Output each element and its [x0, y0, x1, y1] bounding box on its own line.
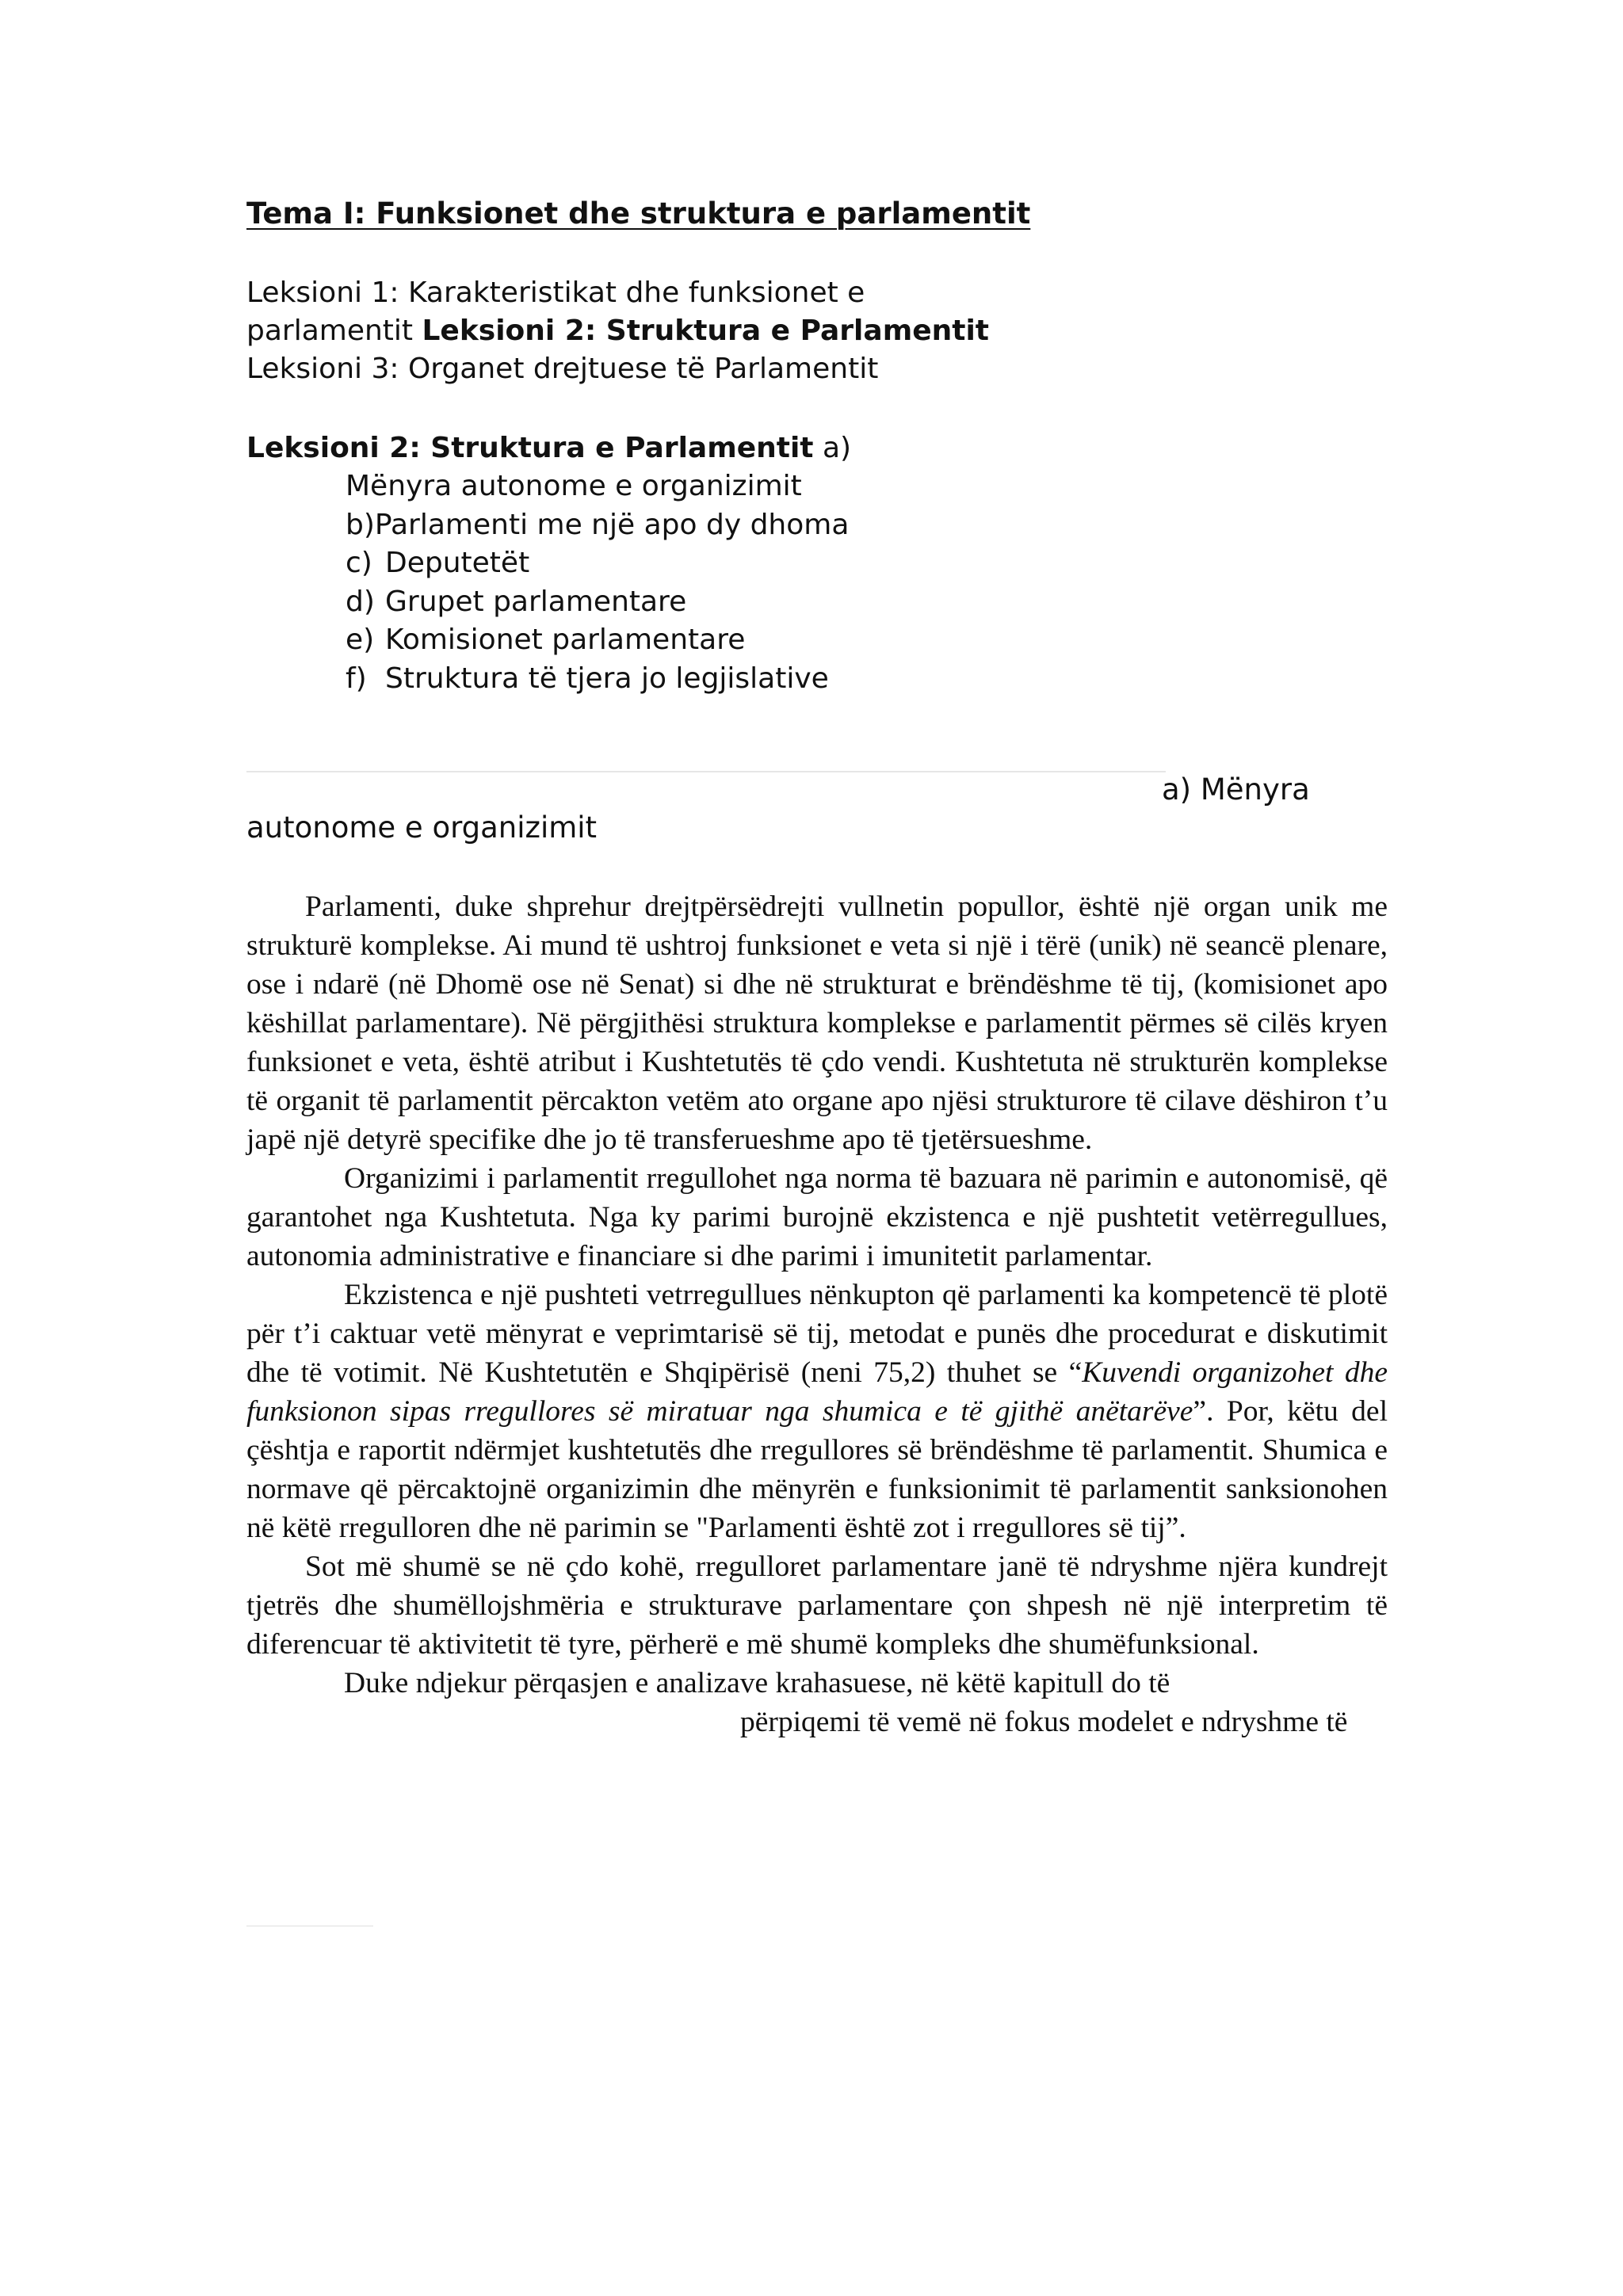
paragraph-3-end: ”. Por, këtu del çështja e raportit ndërmjet kushtetutës dhe rregullores së brëndëshme të parlamentit. Shumica e normave që përcaktojnë organizimin dhe mënyrën e funksionimit të parlamentit sanksionohen në këtë rregulloren dhe në parimin se "Parlamenti është zot i rregullores së tij”.: [246, 1395, 1388, 1544]
section-outline: [346, 467, 849, 698]
outline-item-text: Parlamenti me një apo dy dhoma: [374, 508, 850, 541]
outline-item: [346, 506, 849, 545]
outline-item: [346, 621, 849, 660]
outline-item: [346, 544, 849, 583]
paragraph-5-line-1: Duke ndjekur përqasjen e analizave krahasuese, në këtë kapitull do të: [344, 1667, 1170, 1699]
paragraph-5: [246, 1664, 1388, 1741]
subheading-part-1: a) Mënyra: [1162, 772, 1310, 807]
lesson-2-line: [246, 312, 989, 350]
outline-item-label: f): [346, 662, 367, 695]
outline-item: [346, 583, 849, 622]
paragraph-3: [246, 1276, 1388, 1547]
paragraph-3-start: Ekzistenca e një pushteti vetrregullues nënkupton që parlamenti ka kompetencë të plotë për t’i caktuar vetë mënyrat e veprimtarisë së tij, metodat e punës dhe procedurat e diskutimit dhe të votimit. Në Kushtetutën e Shqipërisë (neni 75,2) thuhet se “: [246, 1279, 1388, 1389]
paragraph-2: Organizimi i parlamentit rregullohet nga norma të bazuara në parimin e autonomisë, që garantohet nga Kushtetuta. Nga ky parimi burojnë ekzistenca e një pushtetit vetërregullues, autonomia administrative e financiare si dhe parimi i imunitetit parlamentar.: [246, 1162, 1388, 1272]
outline-item-text: Deputetët: [385, 547, 530, 579]
outline-item-text: Grupet parlamentare: [385, 585, 687, 618]
outline-item-label: d): [346, 585, 375, 618]
outline-item: [346, 660, 849, 699]
paragraph-4: Sot më shumë se në çdo kohë, rregulloret parlamentare janë të ndryshme njëra kundrejt tjetrës dhe shumëllojshmëria e strukturave parlamentare çon shpesh në një interpretim të diferencuar të aktivitetit të tyre, përherë e më shumë kompleks dhe shumëfunksional.: [246, 1550, 1388, 1661]
divider: [246, 771, 1166, 772]
constitution-quote: Kuvendi organizohet dhe funksionon sipas rregullores së miratuar nga shumica e të gjithë anëtarëve: [246, 1356, 1388, 1428]
footer-divider: [246, 1925, 373, 1927]
outline-item: [346, 467, 849, 506]
page-title: Tema I: Funksionet dhe struktura e parlamentit: [246, 196, 1031, 231]
outline-item-label: c): [346, 547, 372, 579]
section-heading: [246, 429, 851, 467]
section-heading-suffix: a): [813, 432, 852, 464]
body-text: [246, 887, 1388, 1741]
outline-item-text: Mënyra autonome e organizimit: [346, 470, 802, 502]
lesson-3-line: Leksioni 3: Organet drejtuese të Parlamentit: [246, 353, 879, 385]
subheading-part-2: autonome e organizimit: [246, 810, 598, 845]
lesson-2-title: Leksioni 2: Struktura e Parlamentit: [422, 315, 990, 347]
lesson-1-line: Leksioni 1: Karakteristikat dhe funksionet e: [246, 277, 865, 309]
outline-item-text: Komisionet parlamentare: [385, 624, 746, 656]
outline-item-label: e): [346, 624, 375, 656]
lesson-list: [246, 274, 989, 388]
section-heading-title: Leksioni 2: Struktura e Parlamentit: [246, 432, 814, 464]
paragraph-1: Parlamenti, duke shprehur drejtpërsëdrejti vullnetin popullor, është një organ unik me strukturë komplekse. Ai mund të ushtroj funksionet e veta si një i tërë (unik) në seancë plenare, ose i ndarë (në Dhomë ose në Senat) si dhe në strukturat e brëndëshme të tij, (komisionet apo këshillat parlamentare). Në përgjithësi struktura komplekse e parlamentit përmes së cilës kryen funksionet e veta, është atribut i Kushtetutës të çdo vendi. Kushtetuta në strukturën komplekse të organit të parlamentit përcakton vetëm ato organe apo njësi strukturore të cilave dëshiron t’u japë një detyrë specifike dhe jo të transferueshme apo të tjetërsueshme.: [246, 891, 1388, 1156]
paragraph-5-line-2: përpiqemi të vemë në fokus modelet e ndryshme të: [740, 1706, 1348, 1738]
outline-item-text: Struktura të tjera jo legjislative: [385, 662, 829, 695]
lesson-2-prefix: parlamentit: [246, 315, 422, 347]
outline-item-label: b): [346, 508, 375, 541]
